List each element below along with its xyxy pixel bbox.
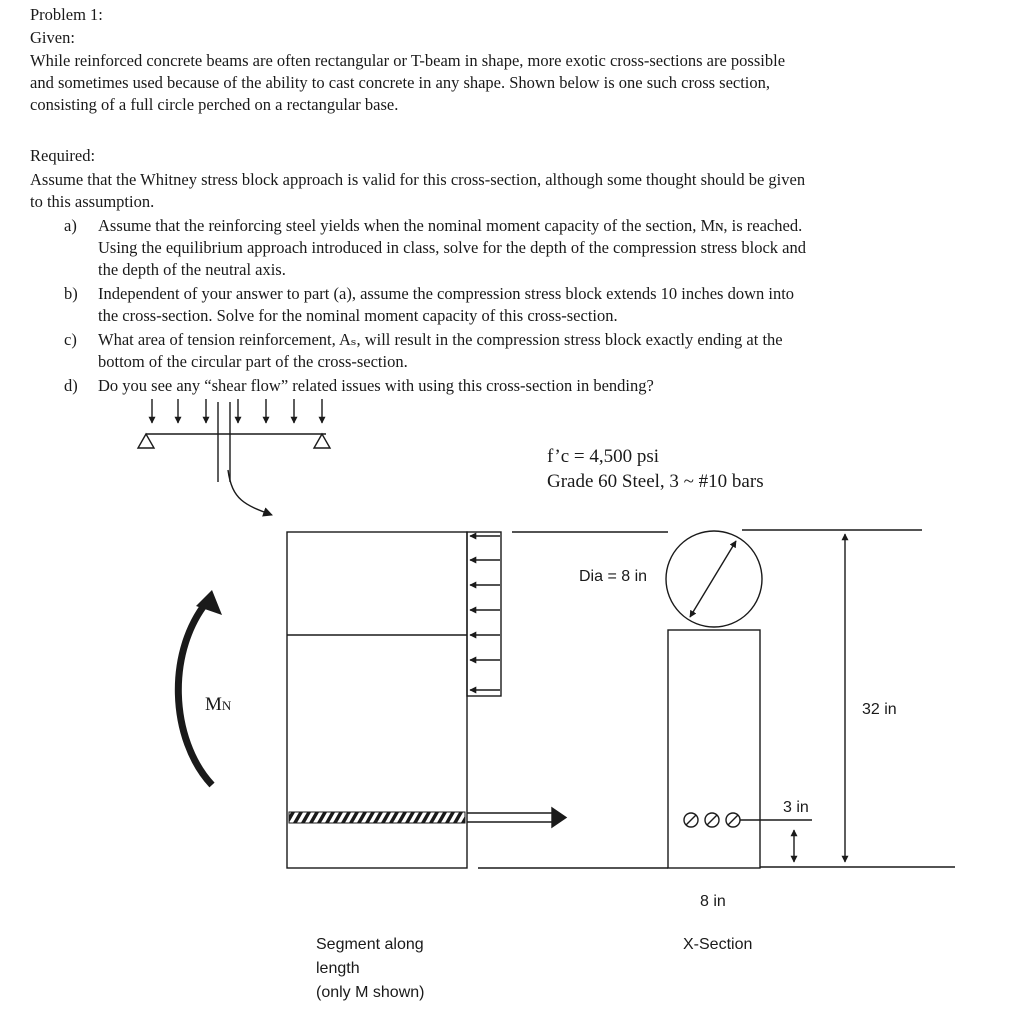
- beam-segment: [287, 532, 566, 868]
- item-label-b: b): [64, 284, 78, 303]
- item-label-c: c): [64, 330, 77, 349]
- height-label: 32 in: [862, 701, 897, 718]
- stress-block: [467, 532, 501, 696]
- item-label-d: d): [64, 376, 78, 395]
- given-heading: Given:: [30, 28, 75, 47]
- beam-schematic: [138, 399, 330, 515]
- required-line: to this assumption.: [30, 192, 155, 211]
- pin-support-right: [314, 434, 330, 448]
- given-line: and sometimes used because of the ability to cast concrete in any shape. Shown below is one such cross section,: [30, 73, 771, 92]
- item-d-line: Do you see any “shear flow” related issues with using this cross-section in bending?: [98, 376, 654, 395]
- material-fc: f’c = 4,500 psi: [547, 446, 660, 467]
- material-steel: Grade 60 Steel, 3 ~ #10 bars: [547, 471, 764, 492]
- moment-arrow: [178, 598, 212, 785]
- pin-support-left: [138, 434, 154, 448]
- cross-section: [478, 530, 955, 868]
- moment-label: MN: [205, 694, 232, 715]
- circle-section: [666, 531, 762, 627]
- given-line: consisting of a full circle perched on a rectangular base.: [30, 95, 399, 114]
- xsection-caption: X-Section: [683, 936, 753, 953]
- load-arrows: [152, 399, 322, 423]
- rebar-hatch: [289, 812, 465, 823]
- segment-caption-line: Segment along: [316, 936, 424, 953]
- required-heading: Required:: [30, 146, 96, 165]
- cover-label: 3 in: [783, 799, 809, 816]
- tension-arrow-head: [552, 808, 566, 827]
- item-a-line: Assume that the reinforcing steel yields when the nominal moment capacity of the section, Mɴ, is reached.: [98, 216, 803, 235]
- given-line: While reinforced concrete beams are often rectangular or T-beam in shape, more exotic cross-sections are possible: [30, 51, 786, 70]
- rect-base: [668, 630, 760, 868]
- item-label-a: a): [64, 216, 77, 235]
- diameter-arrow: [690, 541, 736, 617]
- item-b-line: the cross-section. Solve for the nominal moment capacity of this cross-section.: [98, 306, 618, 325]
- problem-title: Problem 1:: [30, 5, 103, 24]
- width-label: 8 in: [700, 893, 726, 910]
- item-a-line: the depth of the neutral axis.: [98, 260, 286, 279]
- segment-caption-line: (only M shown): [316, 984, 425, 1001]
- dia-label: Dia = 8 in: [579, 568, 648, 585]
- item-a-line: Using the equilibrium approach introduced in class, solve for the depth of the compression stress block and: [98, 238, 806, 257]
- required-line: Assume that the Whitney stress block approach is valid for this cross-section, although some thought should be given: [30, 170, 806, 189]
- item-b-line: Independent of your answer to part (a), assume the compression stress block extends 10 inches down into: [98, 284, 795, 303]
- zoom-arrow: [228, 470, 272, 515]
- compression-arrows: [470, 536, 500, 690]
- rebar-group: [684, 813, 740, 827]
- item-c-line: What area of tension reinforcement, Aₛ, will result in the compression stress block exactly ending at the: [98, 330, 783, 349]
- item-c-line: bottom of the circular part of the cross-section.: [98, 352, 408, 371]
- segment-caption-line: length: [316, 960, 360, 977]
